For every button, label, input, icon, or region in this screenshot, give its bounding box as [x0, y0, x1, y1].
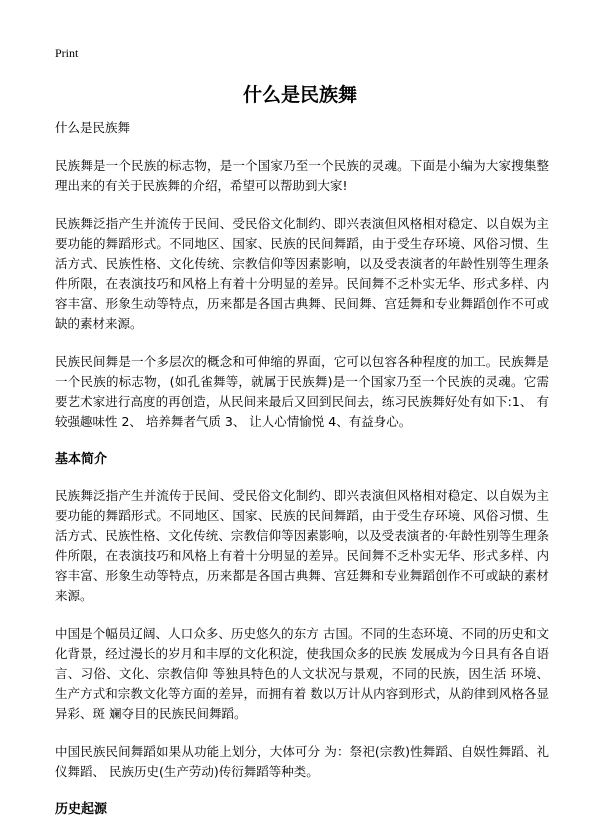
section-paragraph: 民族舞泛指产生并流传于民间、受民俗文化制约、即兴表演但风格相对稳定、以自娱为主要功能的舞蹈形式。不同地区、国家、民族的民间舞蹈，由于受生存环境、风俗习惯、生活方式、民族性格、文化传统、宗教信仰等因素影响，以及受表演者的·年龄性别等生理条件所限，在表演技巧和风格上有着十分明显的差异。民间舞不乏朴实无华、形式多样、内容丰富、形象生动等特点，历来都是各国古典舞、宫廷舞和专业舞蹈创作不可或缺的素材来源。 — [55, 488, 549, 603]
section-paragraph: 中国民族民间舞蹈如果从功能上划分，大体可分 为：祭祀(宗教)性舞蹈、自娱性舞蹈、礼仪舞蹈、 民族历史(生产劳动)传衍舞蹈等种类。 — [55, 744, 549, 779]
intro-paragraph: 民族舞是一个民族的标志物，是一个国家乃至一个民族的灵魂。下面是小编为大家搜集整理出来的有关于民族舞的介绍，希望可以帮助到大家! — [55, 158, 549, 193]
article-body — [55, 118, 549, 836]
article-subtitle: 什么是民族舞 — [55, 120, 131, 135]
intro-paragraph: 民族舞泛指产生并流传于民间、受民俗文化制约、即兴表演但风格相对稳定、以自娱为主要功能的舞蹈形式。不同地区、国家、民族的民间舞蹈，由于受生存环境、风俗习惯、生活方式、民族性格、文化传统、宗教信仰等因素影响，以及受表演者的年龄性别等生理条件所限，在表演技巧和风格上有着十分明显的差异。民间舞不乏朴实无华、形式多样、内容丰富、形象生动等特点，历来都是各国古典舞、民间舞、宫廷舞和专业舞蹈创作不可或缺的素材来源。 — [55, 216, 549, 331]
section-paragraph: 中国是个幅员辽阔、人口众多、历史悠久的东方 古国。不同的生态环境、不同的历史和文化背景，经过漫长的岁月和丰厚的文化积淀，使我国众多的民族 发展成为今日具有各自语言、习俗、文化、宗教信仰 等独具特色的人文状况与景观，不同的民族，因生活 环境、生产方式和宗教文化等方面的差异，而拥有着 数以万计从内容到形式，从韵律到风格各显异彩、斑 斓夺目的民族民间舞蹈。 — [55, 626, 549, 721]
page-title: 什么是民族舞 — [242, 84, 357, 106]
print-link[interactable]: Print — [55, 46, 79, 60]
intro-paragraph: 民族民间舞是一个多层次的概念和可伸缩的界面，它可以包容各种程度的加工。民族舞是一个民族的标志物，(如孔雀舞等，就属于民族舞)是一个国家乃至一个民族的灵魂。它需要艺术家进行高度的再创造，从民间来最后又回到民间去，练习民族舞好处有如下:1、 有较强趣味性 2、 培养舞者气质 3、 让人心情愉悦 4、有益身心。 — [55, 354, 549, 429]
section-heading-history: 历史起源 — [55, 802, 108, 817]
section-heading-basic-intro: 基本简介 — [55, 452, 108, 467]
